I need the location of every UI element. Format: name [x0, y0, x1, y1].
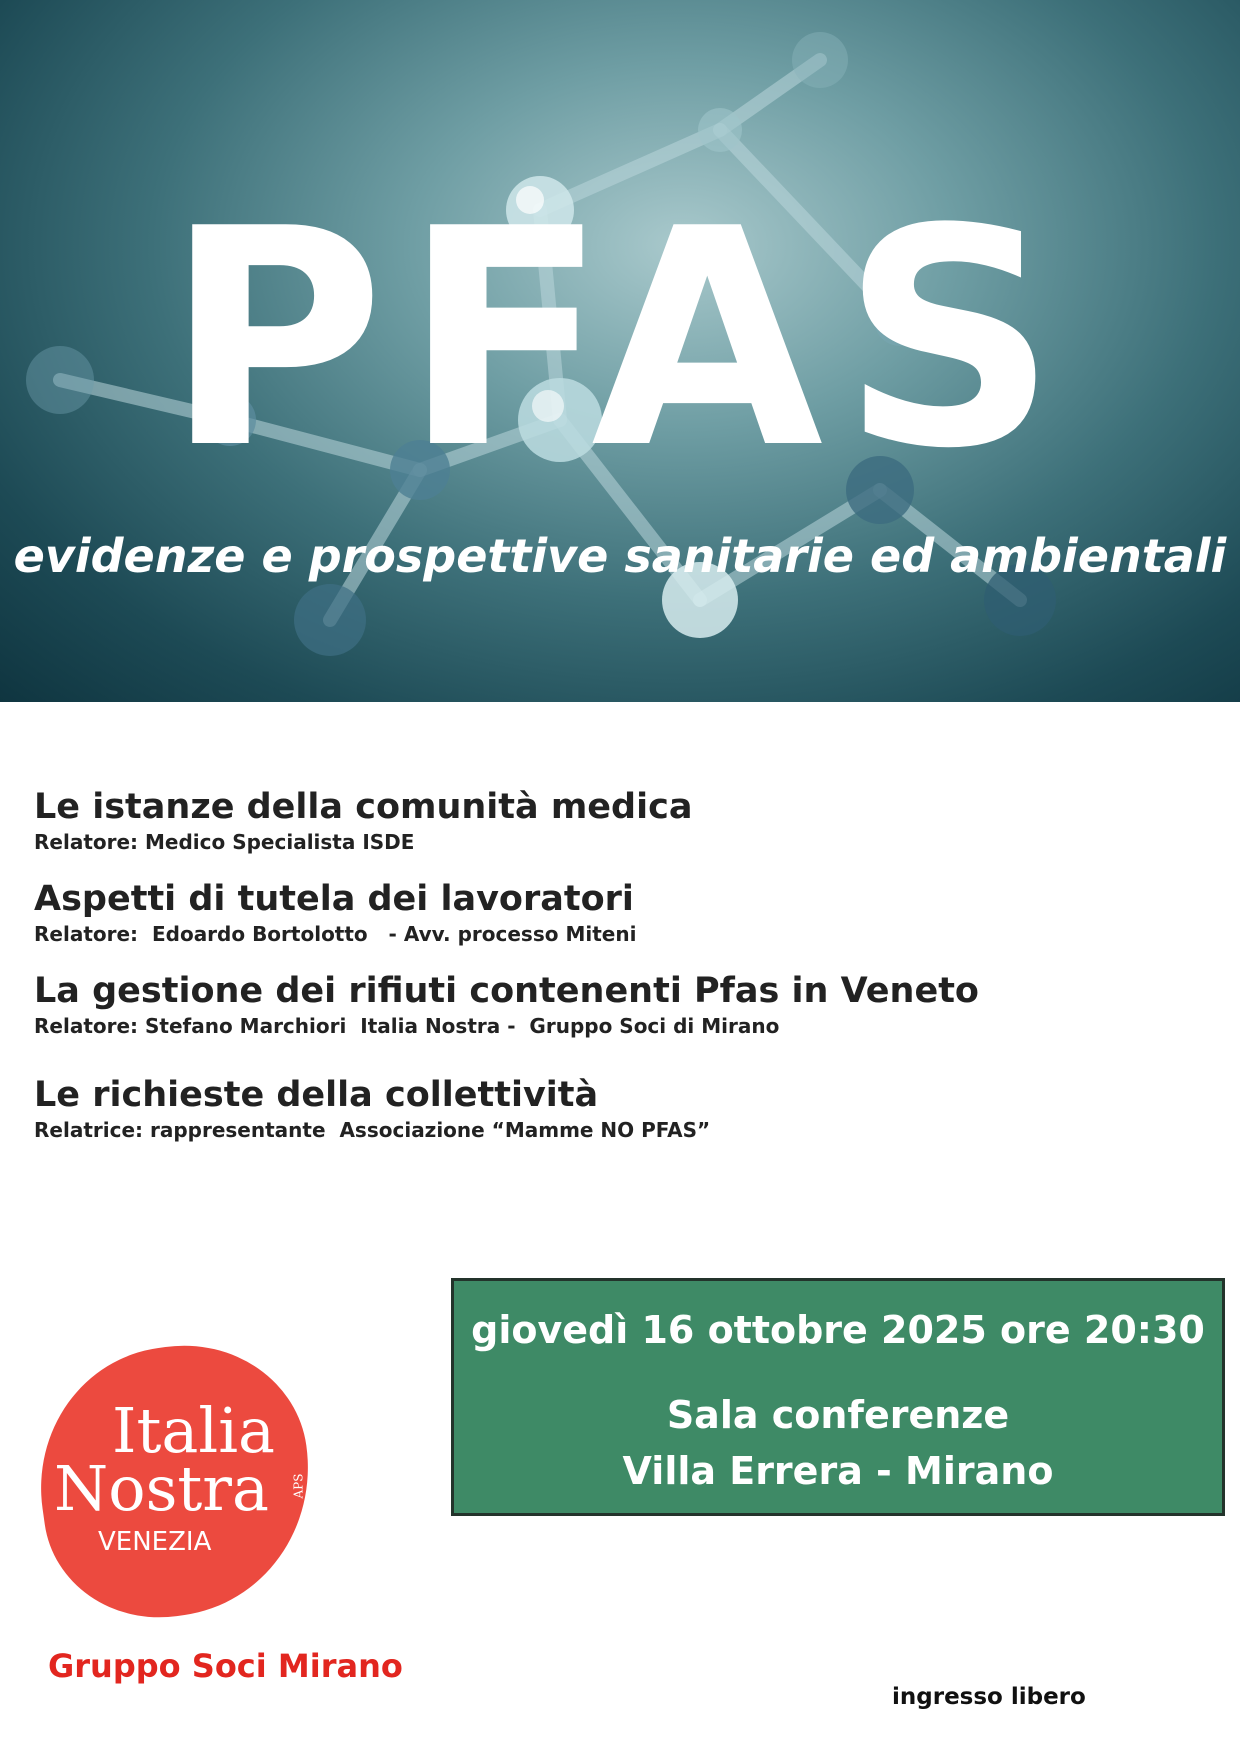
event-venue — [454, 1387, 1222, 1499]
event-info-box — [451, 1278, 1225, 1516]
talk-speaker: Relatore: Stefano Marchiori Italia Nostra - Gruppo Soci di Mirano — [34, 1014, 780, 1038]
logo-text-venezia: VENEZIA — [98, 1527, 212, 1557]
free-entry-note: ingresso libero — [892, 1684, 1086, 1710]
venue-line-1: Sala conferenze — [666, 1393, 1010, 1437]
venue-line-2: Villa Errera - Mirano — [622, 1449, 1054, 1493]
logo-text-italia: Italia — [112, 1394, 275, 1467]
subtitle: evidenze e prospettive sanitarie ed ambientali — [13, 529, 1227, 583]
talk-speaker: Relatrice: rappresentante Associazione “Mamme NO PFAS” — [34, 1118, 711, 1142]
talk-item — [34, 785, 1214, 855]
talk-item — [34, 877, 1214, 947]
talk-title: Le istanze della comunità medica — [34, 787, 693, 827]
group-name: Gruppo Soci Mirano — [48, 1647, 403, 1685]
talk-item — [34, 969, 1214, 1039]
talk-title: La gestione dei rifiuti contenenti Pfas in Veneto — [34, 971, 979, 1011]
event-datetime: giovedì 16 ottobre 2025 ore 20:30 — [471, 1308, 1205, 1352]
italia-nostra-logo — [40, 1347, 310, 1615]
page-title: PFAS — [164, 165, 1076, 514]
talk-item — [34, 1073, 1214, 1143]
talk-speaker: Relatore: Edoardo Bortolotto - Avv. processo Miteni — [34, 922, 637, 946]
logo-text-aps: APS — [291, 1473, 306, 1499]
talk-list — [34, 785, 1214, 1165]
hero-banner — [0, 0, 1240, 702]
talk-speaker: Relatore: Medico Specialista ISDE — [34, 830, 415, 854]
logo-text-nostra: Nostra — [54, 1452, 269, 1525]
talk-title: Aspetti di tutela dei lavoratori — [34, 879, 634, 919]
talk-title: Le richieste della collettività — [34, 1075, 599, 1115]
